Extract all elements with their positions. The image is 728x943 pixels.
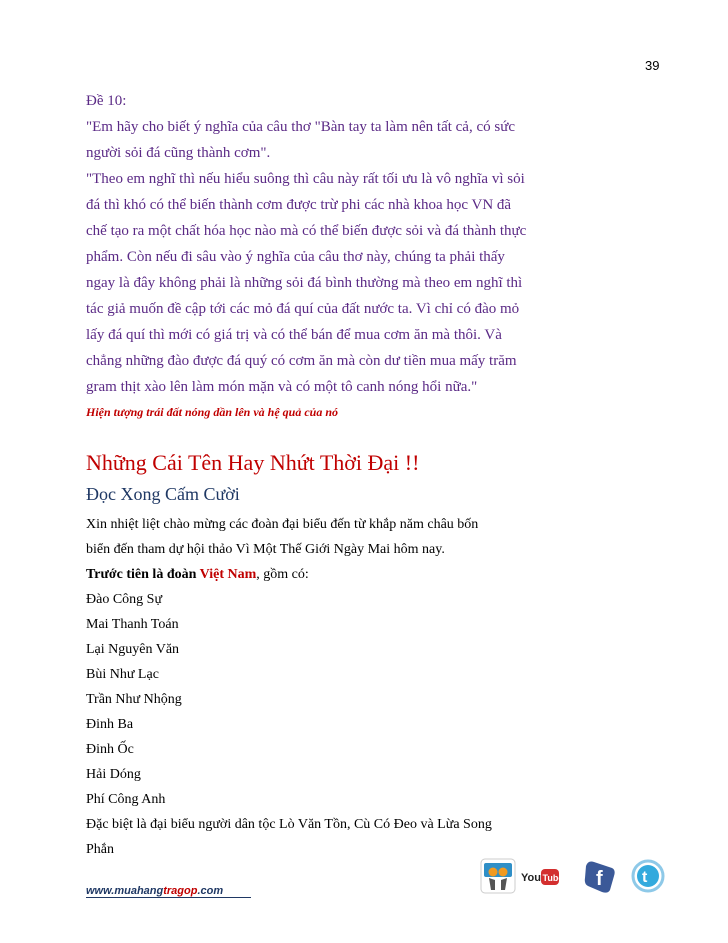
delegation-line [86,562,556,587]
svg-text:f: f [596,868,603,890]
essay-section [86,88,556,400]
essay-line: phẩm. Còn nếu đi sâu vào ý nghĩa của câu thơ này, chúng ta phải thấy [86,249,505,265]
delegate-name: Mai Thanh Toán [86,617,179,632]
youtube-icon[interactable] [520,866,564,888]
delegate-name: Đào Công Sự [86,592,163,607]
closing-line: Phắn [86,842,114,857]
intro-line: biển đến tham dự hội thảo Vì Một Thế Giới Ngày Mai hôm nay. [86,542,445,557]
footer-site-link[interactable] [86,885,251,898]
delegate-name: Hải Dóng [86,767,141,782]
youtube-label-tube: Tube [542,873,564,883]
page-heading: Những Cái Tên Hay Nhứt Thời Đại !! [86,450,420,475]
footer-muahang: muahang [114,885,164,897]
essay-line: đá thì khó có thể biến thành cơm được trừ phi các nhà khoa học VN đã [86,197,512,213]
essay-line: chẳng những đào được đá quý có cơm ăn mà còn dư tiền mua mấy trăm [86,353,517,369]
delegate-name: Lại Nguyên Văn [86,642,180,657]
essay-line: chế tạo ra một chất hóa học nào mà có thể biến được sỏi và đá thành thực [86,223,527,239]
delegate-name: Phí Công Anh [86,792,166,807]
page-number: 39 [645,58,660,73]
global-warming-link[interactable]: Hiện tượng trái đất nóng dần lên và hệ quả của nó [86,405,339,419]
intro-line: Xin nhiệt liệt chào mừng các đoàn đại biểu đến từ khắp năm châu bốn [86,517,479,532]
essay-line: tác giả muốn đề cập tới các mỏ đá quí của đất nước ta. Vì chỉ có đào mỏ [86,301,520,317]
page-subheading: Đọc Xong Cấm Cười [86,484,240,504]
delegation-country: Việt Nam [199,567,257,582]
footer-tragop: tragop [163,885,198,897]
delegate-name: Bùi Như Lạc [86,667,159,682]
essay-line: người sỏi đá cũng thành cơm". [86,145,271,161]
svg-text:t: t [642,869,648,886]
delegation-suffix: , gồm có: [256,567,309,582]
footer-com: .com [197,885,224,897]
footer-www: www. [86,885,115,897]
slideshare-icon[interactable] [480,858,516,894]
body-text [86,512,556,862]
delegate-name: Trần Như Nhộng [86,692,182,707]
delegation-prefix: Trước tiên là đoàn [86,567,200,582]
youtube-label-you: You [521,872,541,884]
essay-line: lấy đá quí thì mới có giá trị và có thể bán để mua cơm ăn mà thôi. Và [86,327,502,343]
essay-line: "Theo em nghĩ thì nếu hiểu suông thì câu này rất tối ưu là vô nghĩa vì sỏi [86,171,525,187]
delegate-name: Đinh Ốc [86,742,134,757]
facebook-icon[interactable] [582,858,618,894]
essay-line: "Em hãy cho biết ý nghĩa của câu thơ "Bàn tay ta làm nên tất cả, có sức [86,119,515,135]
essay-line: gram thịt xào lên làm món mặn và có một tô canh nóng hổi nữa." [86,379,478,395]
twitter-icon[interactable] [630,858,666,894]
closing-line: Đặc biệt là đại biểu người dân tộc Lò Văn Tồn, Cù Có Đeo và Lừa Song [86,817,492,832]
essay-title: Đề 10: [86,93,127,109]
delegate-name: Đinh Ba [86,717,134,732]
essay-line: ngay là đây không phải là những sỏi đá bình thường mà theo em nghĩ thì [86,275,523,291]
